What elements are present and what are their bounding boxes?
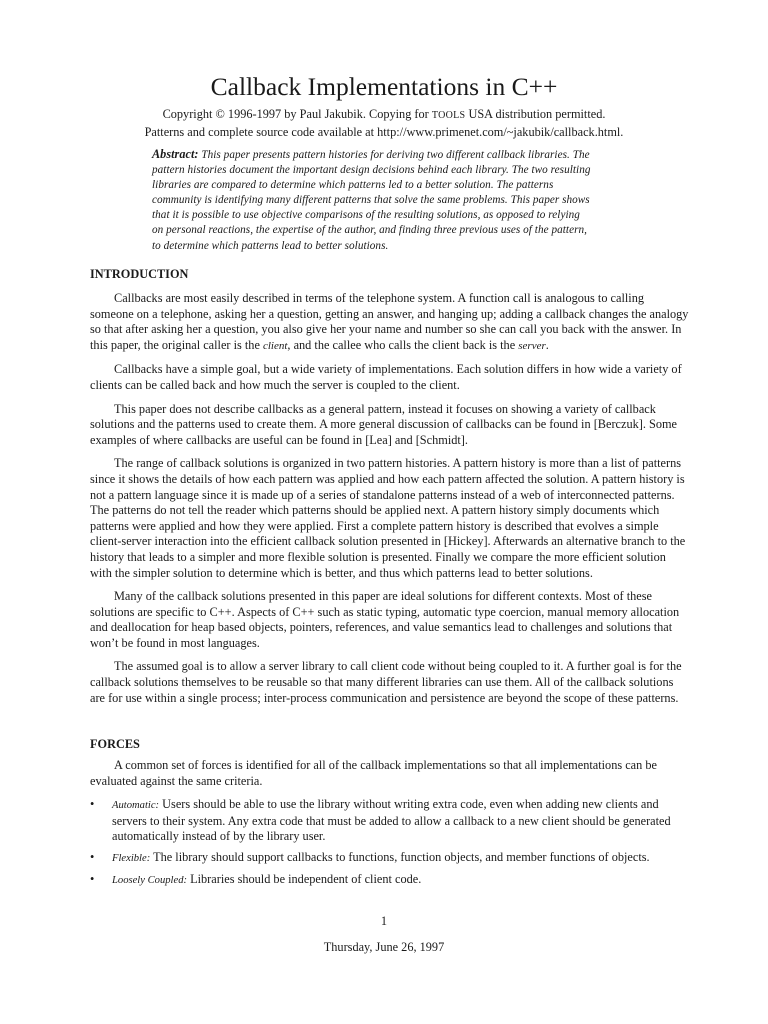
forces-heading: FORCES [90,737,140,751]
bullet-icon: • [90,871,95,886]
bullet-icon: • [90,849,95,864]
intro-p1-text: Callbacks are most easily described in terms of the telephone system. A function call is analogous to calling someone on a telephone, asking her a question, getting an answer, and hanging up; adding a callback changes the analogy so that after asking her a question, you also give her your name and number so she can call you back with the answer. In this paper, the original caller is the [90,291,689,352]
abstract-label: Abstract: [152,147,199,161]
page-number: 1 [380,914,388,928]
force-label: Flexible: [112,852,151,864]
term-server: server [518,339,546,352]
forces-section [90,758,690,888]
term-client: client [262,339,288,352]
force-label: Loosely Coupled: [112,874,188,886]
paper-title: Callback Implementations in C++ [210,72,558,101]
page-date: Thursday, June 26, 1997 [323,940,445,954]
intro-p1-end: . [545,337,549,352]
force-text: Libraries should be independent of client code. [187,871,422,886]
abstract [152,147,592,254]
intro-paragraph-2: Callbacks have a simple goal, but a wide variety of implementations. Each solution differs in how wide a variety of clients can be called back and how much the server is coupled to the client. [90,362,682,392]
force-label: Automatic: [112,800,160,812]
list-item [90,797,690,845]
tools-wordmark: TOOLS [431,110,466,121]
copyright-text-end: USA distribution permitted. [465,107,606,121]
force-text: The library should support callbacks to functions, function objects, and member functions of objects. [150,849,650,864]
copyright-notice [0,106,768,140]
forces-intro: A common set of forces is identified for all of the callback implementations so that all implementations can be evaluated against the same criteria. [90,758,657,788]
bullet-icon: • [90,797,95,812]
source-code-line: Patterns and complete source code available at http://www.primenet.com/~jakubik/callback.html. [144,125,624,139]
introduction-heading: INTRODUCTION [90,267,189,281]
intro-paragraph-5: Many of the callback solutions presented in this paper are ideal solutions for different contexts. Most of these solutions are specific to C++. Aspects of C++ such as static typing, automatic type coercion, manual memory allocation and deallocation for heap based objects, pointers, references, and value semantics lead to challenges and solutions that won’t be found in most languages. [90,589,680,650]
intro-paragraph-1 [90,291,690,354]
intro-p1-middle: , and the callee who calls the client back is the [287,337,519,352]
intro-paragraph-3: This paper does not describe callbacks as a general pattern, instead it focuses on showing a variety of callback solutions and the patterns used to create them. A more general discussion of callbacks can be found in [Berczuk]. Some examples of where callbacks are useful can be found in [Lea] and [Schmidt]. [90,401,678,447]
abstract-text: This paper presents pattern histories for deriving two different callback libraries. The pattern histories document the important design decisions behind each library. The two resulting libraries are compared to determine which patterns led to a better solution. The patterns community is identifying many different patterns that solve the same problems. This paper shows that it is possible to use objective comparisons of the resulting solutions, as opposed to relying on personal reactions, the expertise of the author, and finding three previous uses of the pattern, to determine which patterns lead to better solutions. [152,149,591,252]
introduction-section [90,291,690,706]
forces-list [90,797,690,888]
copyright-line-1 [0,106,768,124]
forces-heading-block [90,736,690,752]
intro-paragraph-4: The range of callback solutions is organized in two pattern histories. A pattern history is more than a list of patterns since it shows the details of how each pattern was applied and how each pattern affected the solution. A pattern history is not a pattern language since it is made up of a series of standalone patterns instead of a web of interconnected patterns. The patterns do not tell the reader which patterns should be applied next. A pattern history simply documents which patterns were applied and how they were applied. First a complete pattern history is described that evolves a simple client-server interaction into the efficient callback solution presented in [Hickey]. Afterwards an alternative branch to the history that leads to a simpler and more flexible solution is presented. Finally we compare the more efficient solution with the simpler solution to determine which is better, and thus which patterns lead to better solutions. [90,456,686,580]
list-item [90,872,690,889]
introduction-heading-block [90,266,690,282]
force-text: Users should be able to use the library without writing extra code, even when adding new clients and servers to their system. Any extra code that must be added to allow a callback to a new client should be generated automatically instead of by the library user. [112,797,671,844]
intro-paragraph-6: The assumed goal is to allow a server library to call client code without being coupled to it. A further goal is for the callback solutions themselves to be reusable so that many different libraries can use them. All of the callback solutions are for use within a single process; inter-process communication and persistence are beyond the scope of these patterns. [90,659,682,705]
copyright-text: Copyright © 1996-1997 by Paul Jakubik. Copying for [162,107,432,121]
list-item [90,850,690,867]
